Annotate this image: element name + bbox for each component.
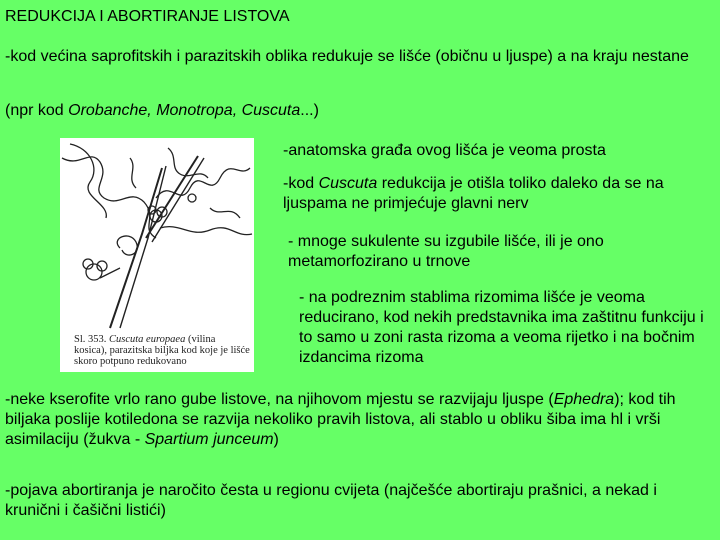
paragraph-cuscuta [283,174,713,214]
cuscuta-illustration [60,138,254,372]
paragraph-xerophytes [5,390,710,450]
paragraph-succulents: - mnoge sukulente su izgubile lišće, ili je ono metamorfozirano u trnove [288,233,604,270]
page-title: REDUKCIJA I ABORTIRANJE LISTOVA [5,8,290,25]
examples-prefix: (npr kod [5,102,69,119]
cuscuta-prefix: -kod [283,175,319,192]
caption-prefix: Sl. 353. [74,334,110,345]
caption-common: (vilina kosica), parazitska biljka kod koje je lišće skoro potpuno redukovano [74,334,250,367]
paragraph-anatomy: -anatomska građa ovog lišća je veoma prosta [283,142,606,159]
paragraph-abortion: -pojava abortiranja je naročito česta u regionu cvijeta (najčešće abortiraju prašnici, a nekad i krunični i čašični listići) [5,482,657,519]
ephedra-name: Ephedra [553,391,615,408]
examples-suffix: ...) [300,102,319,119]
figure-caption [74,334,250,367]
caption-species: Cuscuta europaea [109,334,186,345]
spartium-name: Spartium junceum [144,431,274,448]
xerophytes-part3: ) [273,431,279,448]
cuscuta-genus: Cuscuta [318,175,378,192]
paragraph-rhizomes: - na podreznim stablima rizomima lišće je veoma reducirano, kod nekih predstavnika ima zaštitnu funkciju i to samo u zoni rasta rizoma a veoma rijetko i na bočnim izdancima rizoma [299,289,704,366]
examples-genera: Orobanche, Monotropa, Cuscuta [68,102,301,119]
paragraph-examples [5,101,319,121]
paragraph-reduction: -kod većina saprofitskih i parazitskih oblika redukuje se lišće (običnu u ljuspe) a na kraju nestane [5,48,689,65]
cuscuta-suffix: redukcija je otišla toliko daleko da se na ljuspama ne primjećuje glavni nerv [283,175,664,212]
xerophytes-part2: ); kod tih biljaka poslije kotiledona se razvija nekoliko pravih listova, ali stablo u obliku šiba ima hl i vrši asimilaciju (žukva - [5,391,676,448]
xerophytes-part1: -neke kserofite vrlo rano gube listove, na njihovom mjestu se razvijaju ljuspe ( [5,391,554,408]
